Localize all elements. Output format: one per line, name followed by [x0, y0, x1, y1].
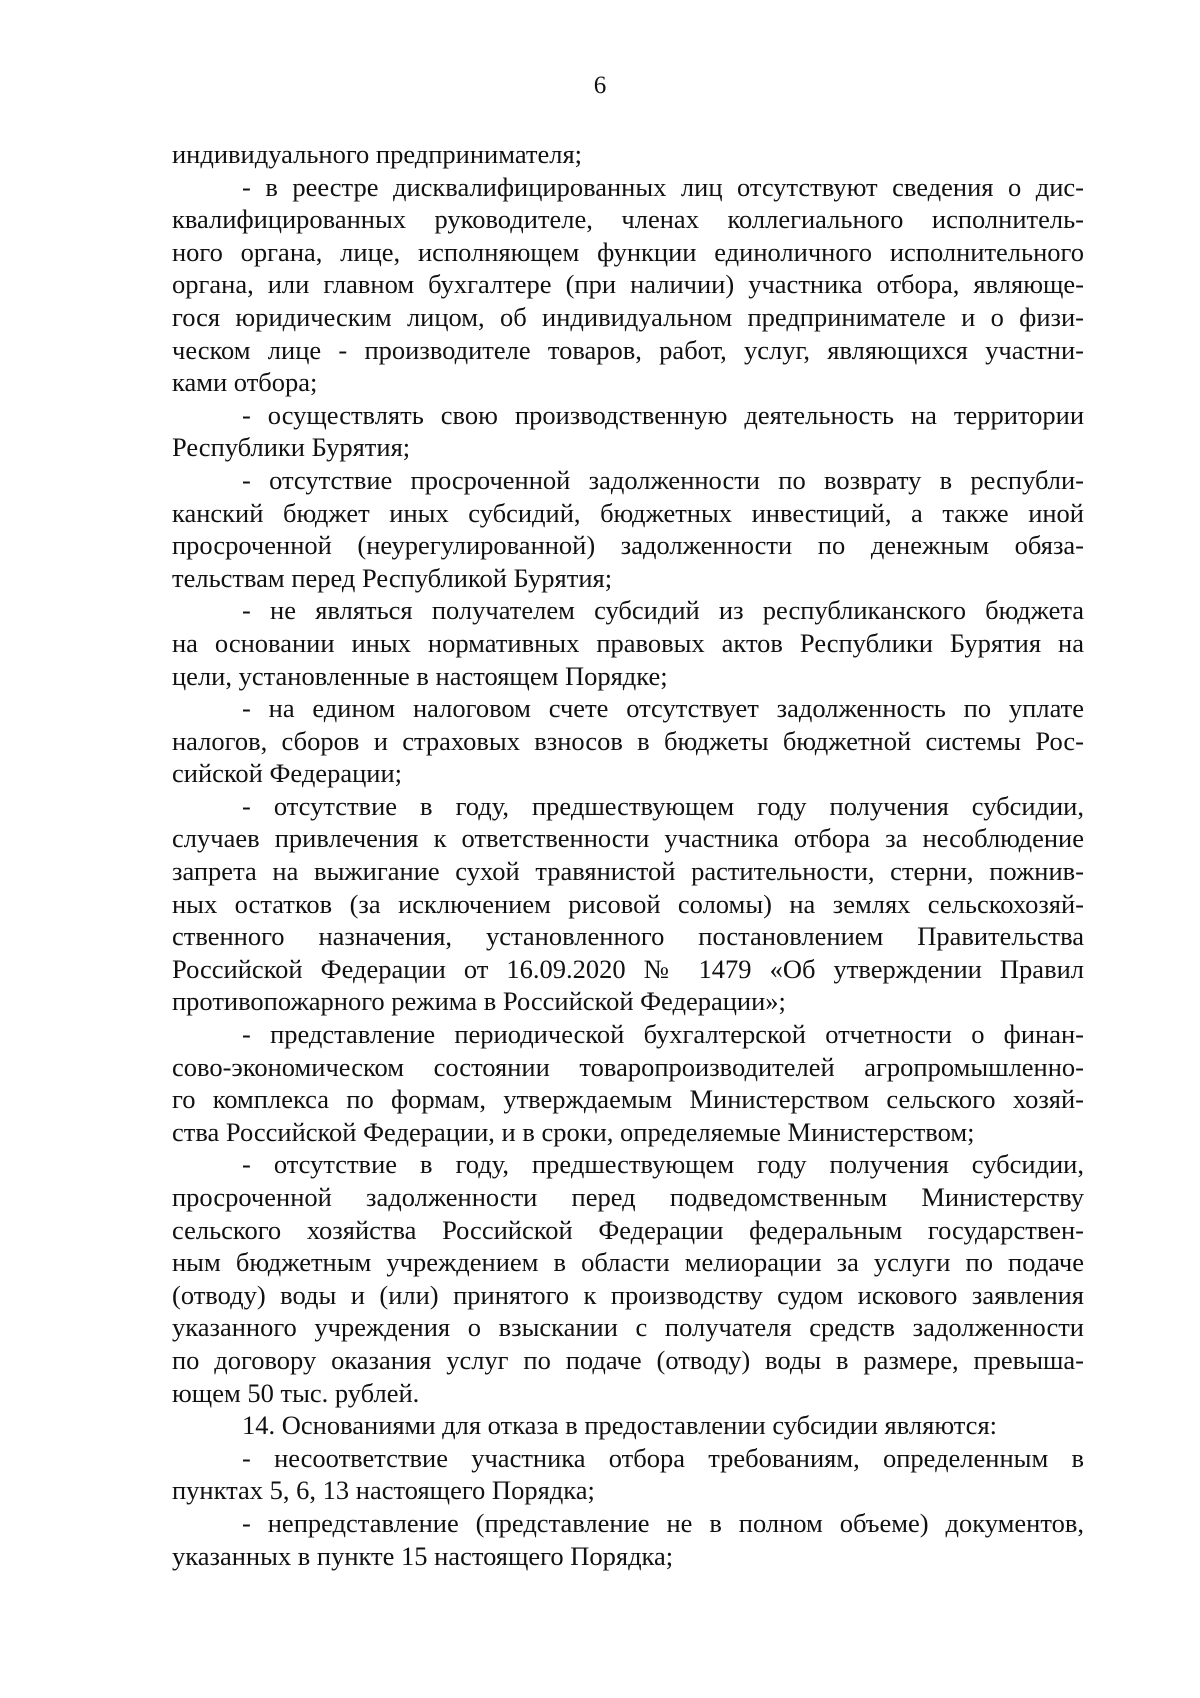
text-line: ками отбора; [172, 367, 318, 398]
text-line: цели, установленные в настоящем Порядке; [172, 660, 668, 691]
text-line: Республики Бурятия; [172, 432, 411, 463]
text-line: Российской Федерации от 16.09.2020 № 1479 «Об утверждении Правил [172, 953, 1084, 984]
text-line: - осуществлять свою производственную деятельность на территории [242, 399, 1084, 430]
text-line: сово-экономическом состоянии товаропроизводителей агропромышленно- [172, 1051, 1084, 1082]
text-line: ного органа, лице, исполняющем функции единоличного исполнительного [172, 236, 1084, 267]
text-line: - не являться получателем субсидий из республиканского бюджета [242, 595, 1084, 626]
text-line: индивидуального предпринимателя; [172, 139, 583, 169]
text-line: случаев привлечения к ответственности участника отбора за несоблюдение [172, 823, 1084, 854]
text-line: запрета на выжигание сухой травянистой растительности, стерни, пожнив- [172, 856, 1084, 887]
text-line: сельского хозяйства Российской Федерации федеральным государствен- [172, 1214, 1084, 1245]
text-line: ным бюджетным учреждением в области мелиорации за услуги по подаче [172, 1247, 1084, 1278]
text-line: органа, или главном бухгалтере (при наличии) участника отбора, являюще- [172, 269, 1084, 300]
text-line: противопожарного режима в Российской Федерации»; [172, 986, 786, 1017]
text-line: тельствам перед Республикой Бурятия; [172, 562, 613, 593]
text-line: указанных в пункте 15 настоящего Порядка; [172, 1540, 674, 1571]
text-line: квалифицированных руководителе, членах коллегиального исполнитель- [172, 204, 1084, 235]
text-line: на основании иных нормативных правовых актов Республики Бурятия на [172, 627, 1084, 658]
text-line: - отсутствие в году, предшествующем году получения субсидии, [242, 790, 1084, 821]
text-line: гося юридическим лицом, об индивидуальном предпринимателе и о физи- [172, 301, 1084, 332]
text-line: ческом лице - производителе товаров, работ, услуг, являющихся участни- [172, 334, 1084, 365]
document-body-text [172, 138, 1084, 1572]
text-line: го комплекса по формам, утверждаемым Министерством сельского хозяй- [172, 1084, 1084, 1115]
text-line: канский бюджет иных субсидий, бюджетных инвестиций, а также иной [172, 497, 1084, 528]
text-line: налогов, сборов и страховых взносов в бюджеты бюджетной системы Рос- [172, 725, 1084, 756]
text-line: - на едином налоговом счете отсутствует задолженность по уплате [242, 693, 1084, 724]
text-line: ственного назначения, установленного постановлением Правительства [172, 921, 1084, 952]
text-line: указанного учреждения о взыскании с получателя средств задолженности [172, 1312, 1084, 1343]
page-number: 6 [593, 72, 607, 99]
text-line: ных остатков (за исключением рисовой соломы) на землях сельскохозяй- [172, 888, 1084, 919]
text-line: пунктах 5, 6, 13 настоящего Порядка; [172, 1475, 595, 1506]
text-line: - в реестре дисквалифицированных лиц отсутствуют сведения о дис- [242, 171, 1084, 202]
text-line: сийской Федерации; [172, 758, 402, 789]
text-line: - отсутствие в году, предшествующем году получения субсидии, [242, 1149, 1084, 1180]
text-line: по договору оказания услуг по подаче (отводу) воды в размере, превыша- [172, 1344, 1084, 1375]
text-line: 14. Основаниями для отказа в предоставлении субсидии являются: [242, 1410, 997, 1441]
text-line: просроченной задолженности перед подведомственным Министерству [172, 1182, 1084, 1212]
text-line: - несоответствие участника отбора требованиям, определенным в [242, 1442, 1084, 1473]
text-line: - представление периодической бухгалтерской отчетности о финан- [242, 1019, 1084, 1050]
text-line: просроченной (неурегулированной) задолженности по денежным обяза- [172, 530, 1084, 561]
text-line: (отводу) воды и (или) принятого к производству судом искового заявления [172, 1279, 1084, 1310]
text-line: - отсутствие просроченной задолженности по возврату в республи- [242, 464, 1084, 495]
text-line: ства Российской Федерации, и в сроки, определяемые Министерством; [172, 1116, 975, 1147]
text-line: - непредставление (представление не в полном объеме) документов, [242, 1507, 1084, 1538]
text-line: ющем 50 тыс. рублей. [172, 1377, 420, 1408]
